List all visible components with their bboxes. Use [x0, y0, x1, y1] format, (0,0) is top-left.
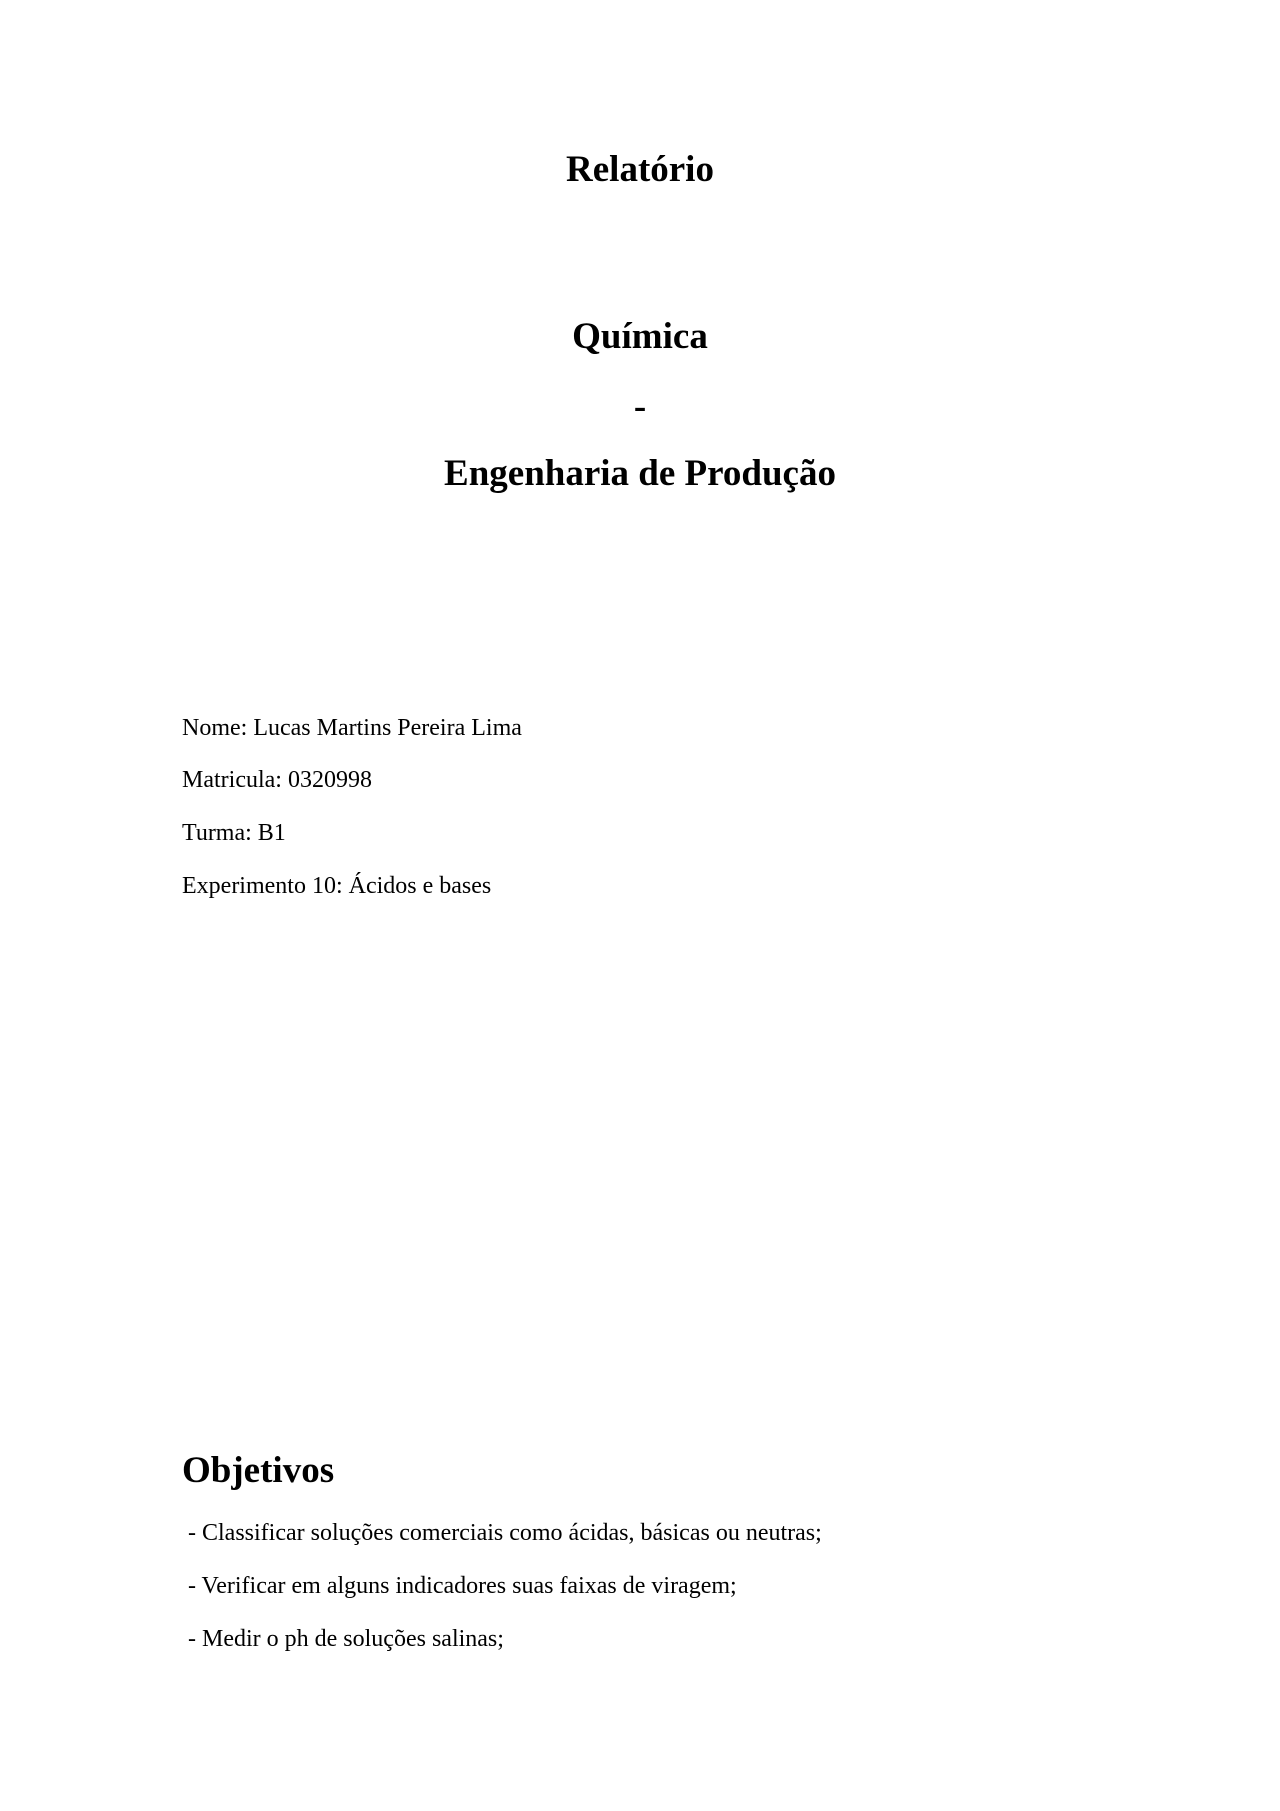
objective-item: - Classificar soluções comerciais como ácidas, básicas ou neutras;: [188, 1520, 822, 1546]
objectives-list: [188, 1518, 1088, 1677]
objective-item: - Verificar em alguns indicadores suas faixas de viragem;: [188, 1573, 737, 1599]
title-separator: -: [633, 386, 647, 427]
student-id: Matricula: 0320998: [182, 767, 372, 793]
experiment-title: Experimento 10: Ácidos e bases: [182, 873, 492, 899]
objective-item: - Medir o ph de soluções salinas;: [188, 1626, 504, 1652]
subject-title: Química: [572, 316, 708, 357]
student-class: Turma: B1: [182, 820, 286, 846]
document-title: Relatório: [566, 149, 714, 190]
course-title: Engenharia de Produção: [444, 453, 836, 494]
objectives-heading: Objetivos: [182, 1450, 335, 1491]
student-name: Nome: Lucas Martins Pereira Lima: [182, 715, 522, 741]
